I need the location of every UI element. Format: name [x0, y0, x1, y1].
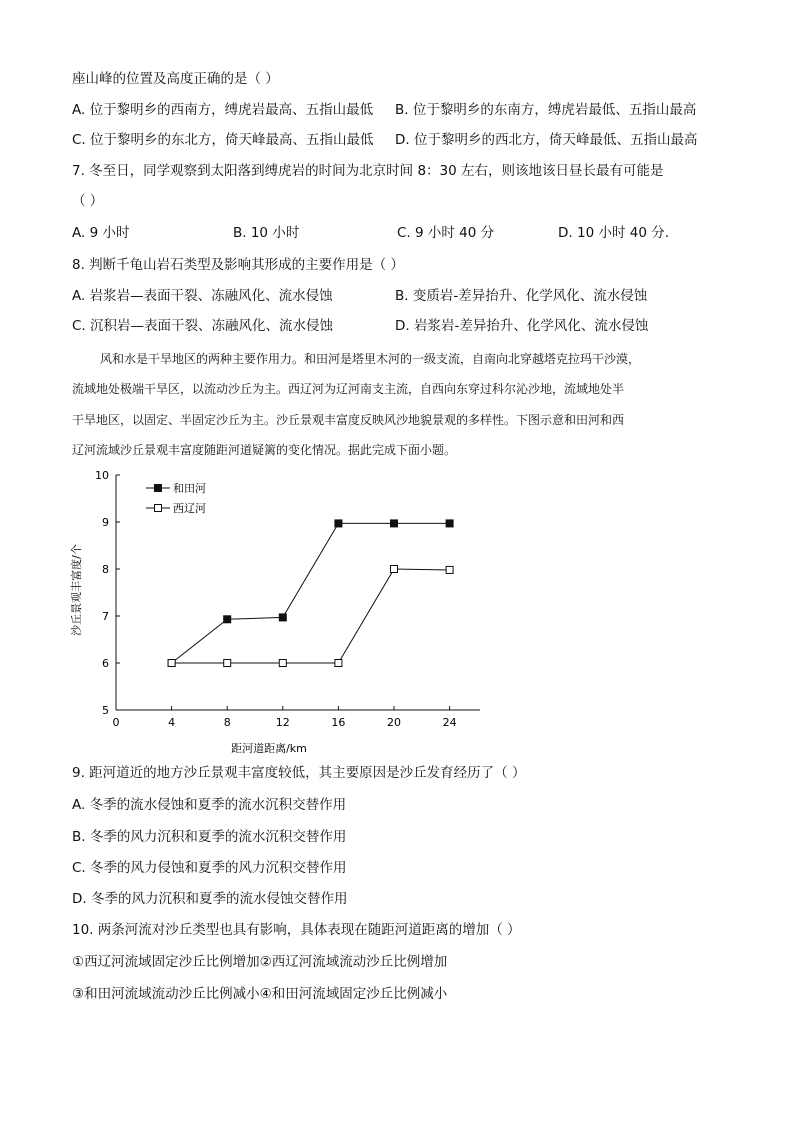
data-point-0 [279, 614, 286, 621]
q8-option-d[interactable]: D. 岩浆岩-差异抬升、化学风化、流水侵蚀 [395, 318, 649, 334]
legend-label-xiliao: 西辽河 [173, 502, 206, 515]
q8-option-c[interactable]: C. 沉积岩—表面干裂、冻融风化、流水侵蚀 [72, 318, 334, 334]
q9-option-a[interactable]: A. 冬季的流水侵蚀和夏季的流水沉积交替作用 [72, 797, 347, 813]
y-tick-label: 7 [102, 610, 109, 623]
q6-option-a[interactable]: A. 位于黎明乡的西南方，缚虎岩最高、五指山最低 [72, 102, 374, 118]
q7-option-d[interactable]: D. 10 小时 40 分. [558, 225, 669, 241]
q10-statements-3-4: ③和田河流域流动沙丘比例减小④和田河流域固定沙丘比例减小 [72, 986, 448, 1002]
passage-line-4: 辽河流域沙丘景观丰富度随距河道疑篱的变化情况。据此完成下面小题。 [72, 443, 457, 457]
data-point-0 [446, 520, 453, 527]
q9-option-b[interactable]: B. 冬季的风力沉积和夏季的流水沉积交替作用 [72, 829, 347, 845]
q7-stem: 7. 冬至日，同学观察到太阳落到缚虎岩的时间为北京时间 8：30 左右，则该地该日昼长最有可能是 [72, 163, 664, 179]
q9-option-c[interactable]: C. 冬季的风力侵蚀和夏季的风力沉积交替作用 [72, 860, 347, 876]
legend-marker-hetian [155, 485, 162, 492]
q8-stem: 8. 判断千龟山岩石类型及影响其形成的主要作用是（ ） [72, 257, 404, 273]
q6-option-d[interactable]: D. 位于黎明乡的西北方，倚天峰最低、五指山最高 [395, 132, 698, 148]
passage-line-2: 流域地处极端干旱区，以流动沙丘为主。西辽河为辽河南支主流，自西向东穿过科尔沁沙地，流域地处半 [72, 382, 625, 396]
q10-statements-1-2: ①西辽河流域固定沙丘比例增加②西辽河流域流动沙丘比例增加 [72, 954, 448, 970]
q7-option-a[interactable]: A. 9 小时 [72, 225, 130, 241]
q9-stem: 9. 距河道近的地方沙丘景观丰富度较低，其主要原因是沙丘发育经历了（ ） [72, 765, 526, 781]
data-point-1 [279, 660, 286, 667]
chart-axes [116, 475, 480, 714]
q7-option-b[interactable]: B. 10 小时 [233, 225, 300, 241]
x-tick-label: 20 [387, 716, 401, 729]
x-tick-label: 24 [442, 716, 457, 729]
passage-line-3: 干旱地区，以固定、半固定沙丘为主。沙丘景观丰富度反映风沙地貌景观的多样性。下图示意和田河和西 [72, 413, 625, 427]
q6-option-c[interactable]: C. 位于黎明乡的东北方，倚天峰最高、五指山最低 [72, 132, 374, 148]
x-tick-label: 8 [223, 716, 231, 729]
chart-series [168, 520, 453, 667]
data-point-0 [224, 616, 231, 623]
x-tick-label: 12 [275, 716, 290, 729]
data-point-1 [391, 566, 398, 573]
q7-option-c[interactable]: C. 9 小时 40 分 [397, 225, 495, 241]
x-axis-label: 距河道距离/km [231, 742, 307, 755]
q6-stem-tail: 座山峰的位置及高度正确的是（ ） [72, 71, 279, 87]
q8-option-b[interactable]: B. 变质岩-差异抬升、化学风化、流水侵蚀 [395, 288, 648, 304]
x-tick-label: 0 [112, 716, 120, 729]
q8-option-a[interactable]: A. 岩浆岩—表面干裂、冻融风化、流水侵蚀 [72, 288, 333, 304]
q10-stem: 10. 两条河流对沙丘类型也具有影响，具体表现在随距河道距离的增加（ ） [72, 922, 521, 938]
y-axis-label: 沙丘景观丰富度/个 [70, 544, 83, 636]
q6-option-b[interactable]: B. 位于黎明乡的东南方，缚虎岩最低、五指山最高 [395, 102, 697, 118]
y-tick-label: 8 [102, 563, 109, 576]
x-tick-label: 16 [331, 716, 346, 729]
data-point-0 [391, 520, 398, 527]
y-tick-label: 10 [95, 469, 109, 482]
data-point-1 [446, 566, 453, 573]
data-point-1 [335, 660, 342, 667]
chart-legend [146, 482, 206, 515]
y-tick-label: 6 [102, 657, 109, 670]
data-point-1 [224, 660, 231, 667]
data-point-1 [168, 660, 175, 667]
dune-richness-chart [60, 462, 480, 762]
series-line-0 [172, 523, 450, 663]
y-tick-label: 5 [102, 704, 109, 717]
y-tick-label: 9 [102, 516, 109, 529]
passage-line-1: 风和水是干旱地区的两种主要作用力。和田河是塔里木河的一级支流，自南向北穿越塔克拉玛干沙漠， [100, 352, 641, 366]
legend-marker-xiliao [155, 505, 162, 512]
series-line-1 [172, 569, 450, 663]
q7-answer-paren: （ ） [72, 193, 104, 209]
x-tick-label: 4 [168, 716, 176, 729]
data-point-0 [335, 520, 342, 527]
legend-label-hetian: 和田河 [173, 482, 206, 495]
q9-option-d[interactable]: D. 冬季的风力沉积和夏季的流水侵蚀交替作用 [72, 891, 348, 907]
